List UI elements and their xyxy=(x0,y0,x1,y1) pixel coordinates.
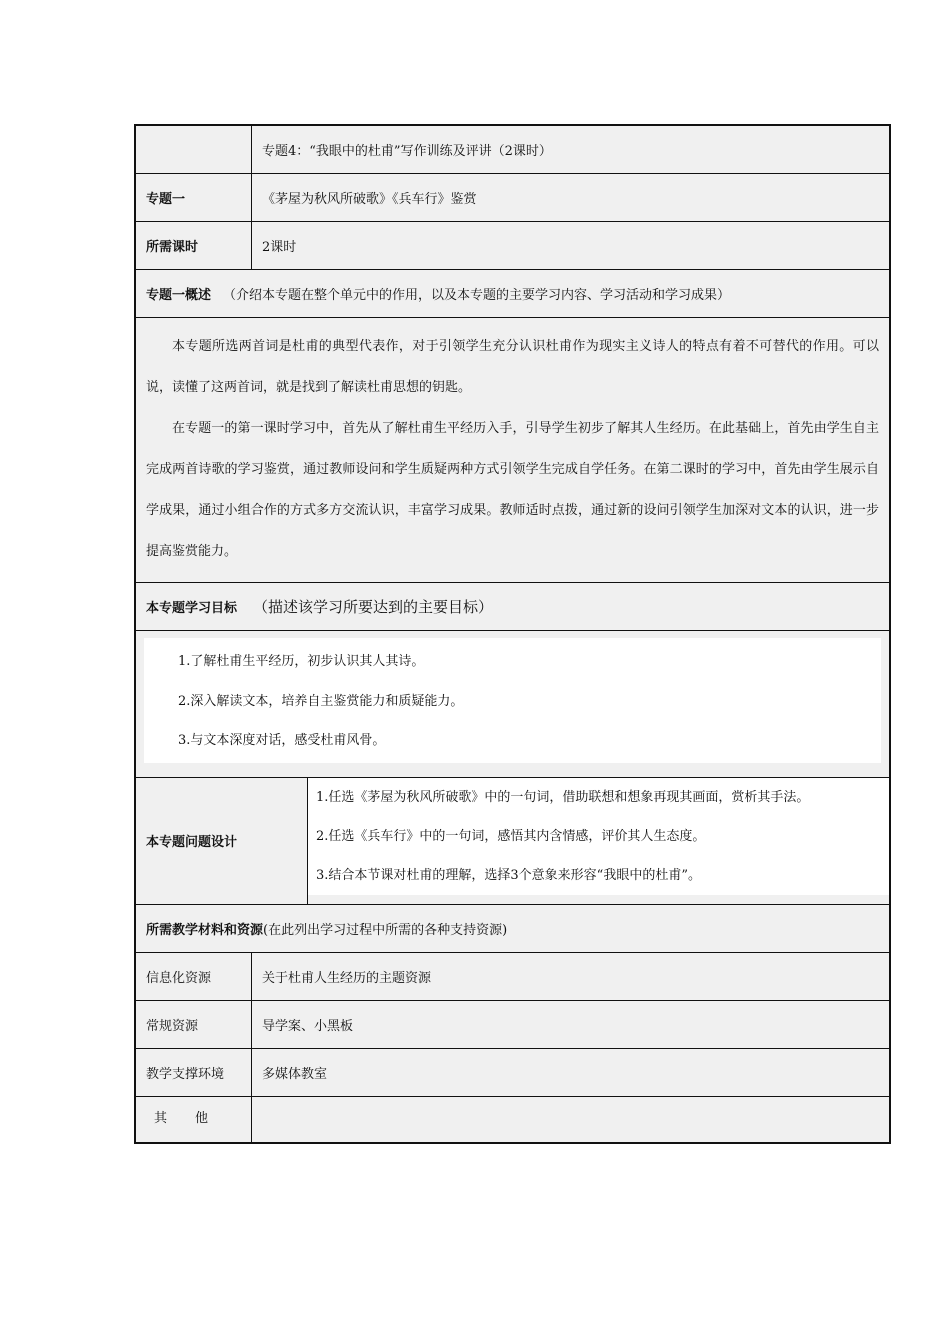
resource-label: 常规资源 xyxy=(136,1001,252,1048)
resource-row-info xyxy=(136,953,889,1001)
resource-value xyxy=(252,1097,889,1142)
lesson-plan-table xyxy=(134,124,891,1144)
goals-title: 本专题学习目标 xyxy=(146,601,238,616)
overview-header xyxy=(136,270,889,318)
resources-header xyxy=(136,905,889,953)
row-hours-label: 所需课时 xyxy=(136,222,252,269)
resource-value: 多媒体教室 xyxy=(262,1066,328,1082)
goal-item: 2.深入解读文本，培养自主鉴赏能力和质疑能力。 xyxy=(178,693,464,709)
goals-note: （描述该学习所要达到的主要目标） xyxy=(253,598,494,616)
overview-note: （介绍本专题在整个单元中的作用，以及本专题的主要学习内容、学习活动和学习成果） xyxy=(223,288,731,303)
goal-item: 3.与文本深度对话，感受杜甫风骨。 xyxy=(178,733,386,748)
resources-title: 所需教学材料和资源 xyxy=(146,922,264,938)
resource-value: 关于杜甫人生经历的主题资源 xyxy=(262,970,432,986)
resource-label-other: 其 他 xyxy=(136,1097,252,1142)
resource-value: 导学案、小黑板 xyxy=(262,1018,354,1034)
row-hours-value: 2课时 xyxy=(262,240,297,255)
resource-row-environment xyxy=(136,1049,889,1097)
resources-note: (在此列出学习过程中所需的各种支持资源) xyxy=(263,922,508,938)
overview-paragraph-1: 本专题所选两首词是杜甫的典型代表作，对于引领学生充分认识杜甫作为现实主义诗人的特点有着不可替代的作用。可以说，读懂了这两首词，就是找到了解读杜甫思想的钥匙。 xyxy=(146,339,879,395)
row-topic1-value: 《茅屋为秋风所破歌》《兵车行》鉴赏 xyxy=(262,192,477,207)
row-topic1-label: 专题一 xyxy=(136,174,252,221)
design-label: 本专题问题设计 xyxy=(136,778,308,904)
resource-row-regular xyxy=(136,1001,889,1049)
design-row xyxy=(136,778,889,905)
row-hours xyxy=(136,222,889,270)
row-topic4-value: 专题4：“我眼中的杜甫”写作训练及评讲（2课时） xyxy=(262,144,552,159)
row-topic4 xyxy=(136,126,889,174)
resource-label: 信息化资源 xyxy=(136,953,252,1000)
overview-title: 专题一概述 xyxy=(146,288,212,303)
design-item: 2.任选《兵车行》中的一句词，感悟其内含情感，评价其人生态度。 xyxy=(316,828,706,844)
goals-list xyxy=(144,638,881,763)
design-list xyxy=(308,778,889,895)
resource-row-other xyxy=(136,1097,889,1142)
goals-header xyxy=(136,583,889,631)
overview-body xyxy=(136,318,889,583)
row-topic4-label xyxy=(136,126,252,173)
row-topic1 xyxy=(136,174,889,222)
design-item: 1.任选《茅屋为秋风所破歌》中的一句词，借助联想和想象再现其画面，赏析其手法。 xyxy=(316,789,810,805)
resource-label: 教学支撑环境 xyxy=(136,1049,252,1096)
goal-item: 1.了解杜甫生平经历，初步认识其人其诗。 xyxy=(178,654,425,669)
goals-body xyxy=(136,631,889,778)
design-item: 3.结合本节课对杜甫的理解，选择3个意象来形容“我眼中的杜甫”。 xyxy=(316,867,701,883)
overview-paragraph-2: 在专题一的第一课时学习中，首先从了解杜甫生平经历入手，引导学生初步了解其人生经历。在此基础上，首先由学生自主完成两首诗歌的学习鉴赏，通过教师设问和学生质疑两种方式引领学生完成自学任务。在第二课时的学习中，首先由学生展示自学成果，通过小组合作的方式多方交流认识，丰富学习成果。教师适时点拨，通过新的设问引领学生加深对文本的认识，进一步提高鉴赏能力。 xyxy=(146,421,879,559)
